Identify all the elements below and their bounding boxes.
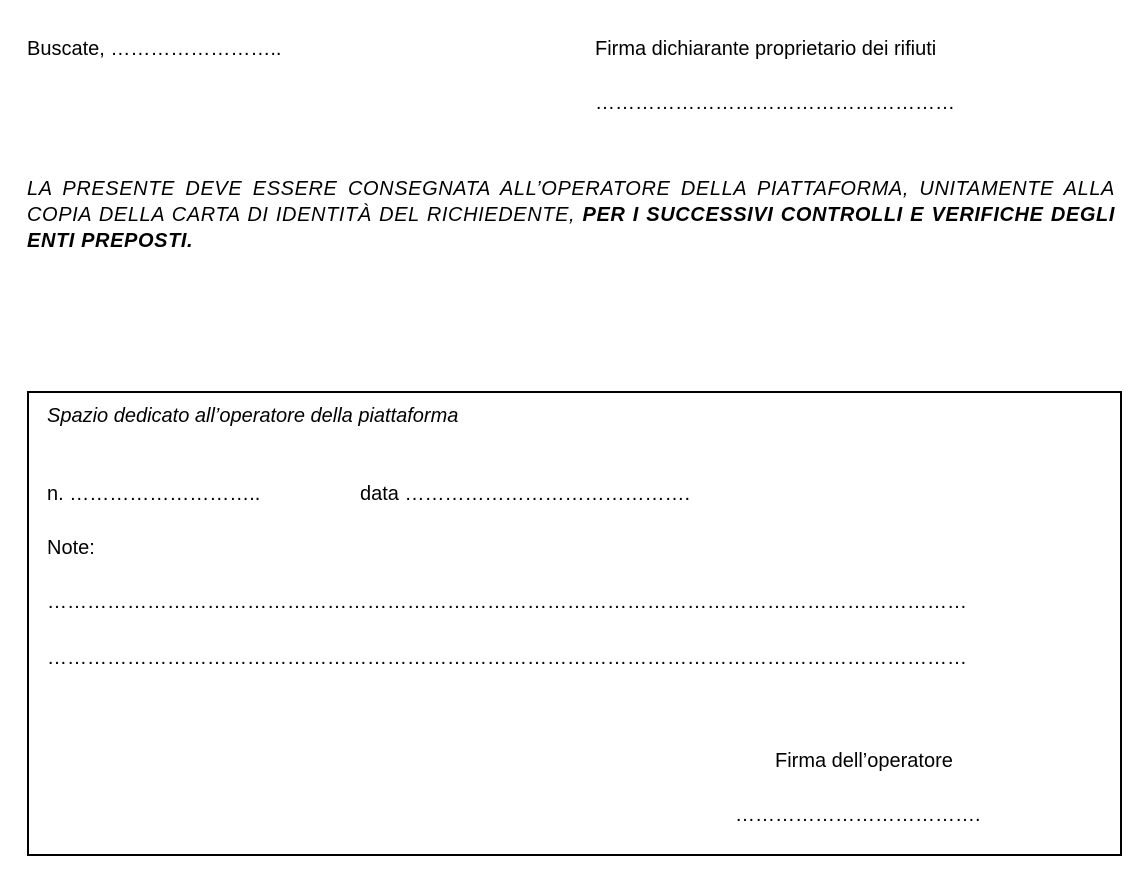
number-field: n. ……………………….. — [47, 483, 261, 505]
notice-bold-text: PER I SUCCESSIVI CONTROLLI E VERIFICHE DEGLI ENTI PREPOSTI. — [27, 204, 1115, 252]
notes-line-2: ………………………………………………………………………………………………………………………… — [47, 647, 967, 669]
date-field: data ……………………………………. — [360, 483, 691, 505]
notice-italic-text: LA PRESENTE DEVE ESSERE CONSEGNATA ALL’OPERATORE DELLA PIATTAFORMA, UNITAMENTE ALLA COPIA DELLA CARTA DI IDENTITÀ DEL RICHIEDENTE, — [27, 178, 1115, 226]
declarant-signature-line: ……………………………………………… — [595, 92, 955, 114]
notes-line-1: ………………………………………………………………………………………………………………………… — [47, 591, 967, 613]
delivery-notice — [27, 176, 1115, 254]
declarant-signature-label: Firma dichiarante proprietario dei rifiuti — [595, 38, 937, 60]
operator-signature-line: ………………………………. — [735, 804, 981, 826]
operator-section-title: Spazio dedicato all’operatore della piattaforma — [47, 405, 459, 427]
notes-label: Note: — [47, 537, 95, 559]
operator-signature-label: Firma dell’operatore — [775, 750, 953, 772]
operator-section-box — [27, 391, 1122, 856]
place-date-line: Buscate, …………………….. — [27, 38, 282, 60]
